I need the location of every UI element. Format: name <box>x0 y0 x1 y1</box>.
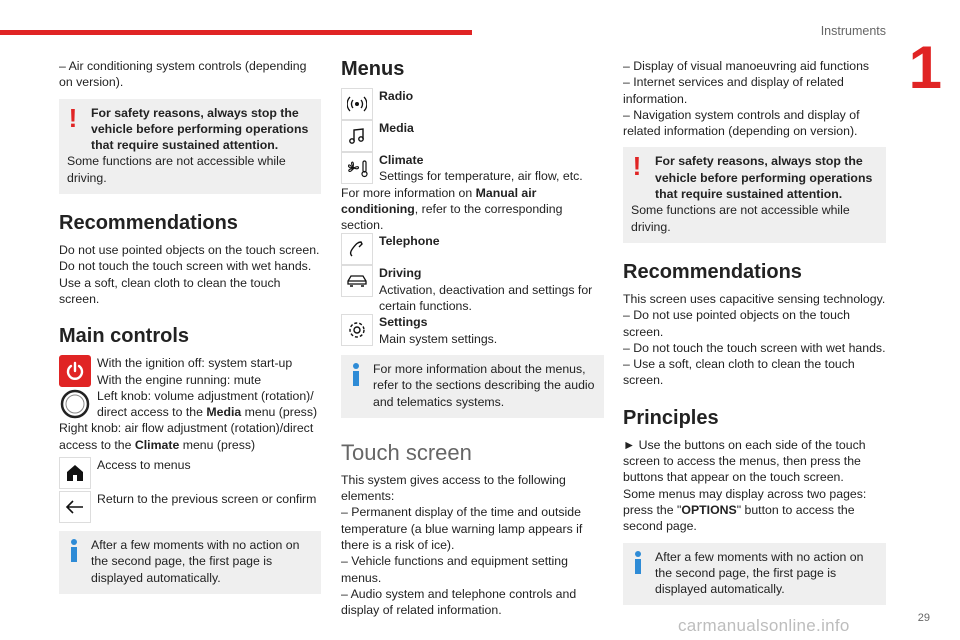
knob-icon <box>59 388 91 420</box>
warning-bold: For safety reasons, always stop the vehicle before performing operations that require sustained attention. <box>655 154 873 202</box>
principles-text-2: Some menus may display across two pages: press the "OPTIONS" button to access the second page. <box>623 486 867 534</box>
column-3 <box>623 58 886 613</box>
touch-list-item: – Permanent display of the time and outside temperature (a blue warning lamp appears if there is a risk of ice). <box>341 505 583 553</box>
list-item: – Internet services and display of related information. <box>623 75 844 106</box>
info-box <box>59 531 321 594</box>
warning-text: Some functions are not accessible while driving. <box>67 154 286 185</box>
gear-icon <box>341 314 373 346</box>
driving-label: Driving <box>379 266 422 281</box>
menu-climate <box>341 152 604 185</box>
climate-label: Climate <box>379 153 424 167</box>
main-controls-heading: Main controls <box>59 325 190 348</box>
page-number: 29 <box>917 612 930 624</box>
power-icon <box>59 355 91 387</box>
section-title: Instruments <box>820 24 886 38</box>
touch-list-item: – Audio system and telephone controls and display of related information. <box>341 586 577 618</box>
list-item: – Navigation system controls and display of related information (depending on version). <box>623 107 860 139</box>
radio-icon <box>341 88 373 120</box>
warning-box <box>623 147 886 242</box>
header-accent-bar <box>0 30 472 35</box>
home-icon <box>59 457 91 489</box>
power-control <box>59 355 321 388</box>
rec-line: – Use a soft, clean cloth to clean the touch screen. <box>623 357 855 388</box>
menu-media <box>341 120 604 152</box>
fan-temperature-icon <box>341 152 373 184</box>
knob-right-text: Right knob: air flow adjustment (rotation)/direct access to the Climate menu (press) <box>59 421 314 452</box>
back-arrow-icon <box>59 491 91 523</box>
telephone-icon <box>341 233 373 265</box>
home-text: Access to menus <box>97 458 191 473</box>
home-control <box>59 457 321 489</box>
menu-driving <box>341 265 604 314</box>
power-text-2: With the engine running: mute <box>97 372 262 387</box>
climate-text: Settings for temperature, air flow, etc. <box>379 169 583 184</box>
settings-label: Settings <box>379 315 428 330</box>
warning-box <box>59 99 321 194</box>
column-2 <box>341 58 604 619</box>
watermark: carmanualsonline.info <box>678 616 850 635</box>
principles-heading: Principles <box>623 406 719 429</box>
rec-line: – Do not touch the touch screen with wet hands. <box>623 340 886 355</box>
touch-text: This system gives access to the following elements: <box>341 472 566 504</box>
rec-line: – Do not use pointed objects on the touch screen. <box>623 308 850 339</box>
info-icon <box>349 363 363 386</box>
touch-list-item: – Vehicle functions and equipment setting menus. <box>341 554 568 585</box>
knob-left-text: Left knob: volume adjustment (rotation)/ direct access to the Media menu (press) <box>97 388 318 420</box>
rec-line: Use a soft, clean cloth to clean the touch screen. <box>59 275 281 306</box>
info-box-menus <box>341 355 604 418</box>
power-text-1: With the ignition off: system start-up <box>97 356 293 371</box>
recommendations-heading: Recommendations <box>623 260 802 283</box>
climate-more: For more information on Manual air conditioning, refer to the corresponding section. <box>341 185 563 233</box>
car-icon <box>341 265 373 297</box>
telephone-label: Telephone <box>379 234 440 249</box>
column-1 <box>59 58 321 602</box>
rec-line: Do not touch the touch screen with wet hands. <box>59 259 312 274</box>
recommendations-heading: Recommendations <box>59 212 238 235</box>
info-text: For more information about the menus, refer to the sections describing the audio and telematics systems. <box>373 361 595 409</box>
rec-line: This screen uses capacitive sensing technology. <box>623 291 886 306</box>
menus-heading: Menus <box>341 58 405 80</box>
list-item: – Display of visual manoeuvring aid functions <box>623 59 870 73</box>
info-box <box>623 543 886 606</box>
principles-text: ► Use the buttons on each side of the touch screen to access the menus, then press the buttons that appear on the touch screen. <box>623 437 866 485</box>
warning-icon: ! <box>68 102 78 133</box>
info-text: After a few moments with no action on the second page, the first page is displayed automatically. <box>91 538 300 585</box>
warning-text: Some functions are not accessible while driving. <box>631 203 850 234</box>
menu-radio <box>341 88 604 120</box>
settings-text: Main system settings. <box>379 331 498 346</box>
rec-line: Do not use pointed objects on the touch screen. <box>59 243 320 258</box>
info-icon <box>67 539 81 562</box>
touch-screen-heading: Touch screen <box>341 439 472 465</box>
radio-label: Radio <box>379 89 414 103</box>
back-text: Return to the previous screen or confirm <box>97 492 317 507</box>
back-control <box>59 491 321 523</box>
intro-text: – Air conditioning system controls (depending on version). <box>59 59 307 90</box>
menu-telephone <box>341 233 604 265</box>
menu-settings <box>341 314 604 347</box>
media-label: Media <box>379 121 414 135</box>
chapter-number: 1 <box>908 34 942 101</box>
warning-bold: For safety reasons, always stop the vehicle before performing operations that require sustained attention. <box>91 105 309 153</box>
knob-control <box>59 388 321 421</box>
info-text: After a few moments with no action on the second page, the first page is displayed automatically. <box>655 549 864 597</box>
music-note-icon <box>341 120 373 152</box>
driving-text: Activation, deactivation and settings for certain functions. <box>379 282 593 314</box>
warning-icon: ! <box>632 151 642 182</box>
info-icon <box>631 551 645 574</box>
